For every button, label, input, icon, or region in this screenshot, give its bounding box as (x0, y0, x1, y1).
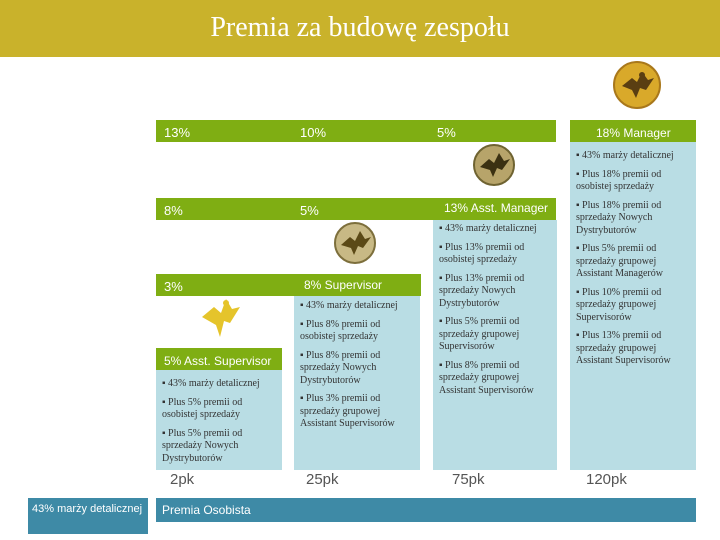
manager-items (576, 150, 694, 374)
points-120pk: 120pk (586, 471, 627, 488)
supervisor-bar-label: 8% Supervisor (304, 278, 383, 292)
list-item: ▪ Plus 5% premii od sprzedaży grupowej Assistant Managerów (576, 243, 663, 279)
asst-manager-items (439, 223, 555, 403)
list-item: ▪ Plus 13% premii od sprzedaży grupowej Assistant Supervisorów (576, 330, 671, 366)
list-item: ▪ Plus 3% premii od sprzedaży grupowej Assistant Supervisorów (300, 393, 395, 429)
manager-bar-p2: 10% (300, 125, 327, 140)
manager-label (570, 120, 696, 142)
asst-manager-bar-p1: 8% (164, 203, 183, 218)
manager-eagle-badge-icon (612, 60, 662, 110)
manager-bar (156, 120, 556, 142)
list-item: ▪ Plus 10% premii od sprzedaży grupowej Supervisorów (576, 286, 662, 323)
manager-bar-p3: 5% (437, 125, 456, 140)
asst-manager-eagle-badge-icon (472, 143, 516, 187)
points-2pk: 2pk (170, 471, 195, 488)
list-item: ▪ Plus 5% premii od osobistej sprzedaży (162, 396, 243, 420)
list-item: ▪ 43% marży detalicznej (162, 378, 260, 389)
page-title: Premia za budowę zespołu (210, 12, 510, 43)
asst-supervisor-label (156, 348, 282, 370)
asst-manager-bar-label: 13% Asst. Manager (444, 201, 549, 215)
manager-label-text: 18% Manager (596, 126, 671, 140)
manager-bar-p1: 13% (164, 125, 191, 140)
personal-bonus-label: Premia Osobista (162, 503, 251, 517)
list-item: ▪ 43% marży detalicznej (439, 223, 537, 234)
supervisor-bar-p1: 3% (164, 279, 183, 294)
asst-manager-bar (156, 198, 556, 220)
list-item: ▪ Plus 13% premii od osobistej sprzedaży (439, 241, 525, 265)
asst-manager-bar-p2: 5% (300, 203, 319, 218)
retail-margin-box (28, 498, 148, 534)
retail-margin-label: 43% marży detalicznej (32, 503, 143, 515)
list-item: ▪ Plus 8% premii od sprzedaży Nowych Dystrybutorów (300, 349, 381, 386)
asst-supervisor-label-text: 5% Asst. Supervisor (164, 354, 272, 368)
list-item: ▪ Plus 13% premii od sprzedaży Nowych Dystrybutorów (439, 272, 525, 309)
list-item: ▪ Plus 5% premii od sprzedaży Nowych Dystrybutorów (162, 427, 243, 464)
points-75pk: 75pk (452, 471, 485, 488)
list-item: ▪ Plus 8% premii od sprzedaży grupowej Assistant Supervisorów (439, 359, 534, 396)
supervisor-bar (156, 274, 421, 296)
list-item: ▪ 43% marży detalicznej (300, 300, 398, 311)
supervisor-items (300, 300, 418, 437)
points-25pk: 25pk (306, 471, 339, 488)
asst-supervisor-items (162, 378, 280, 471)
list-item: ▪ Plus 18% premii od osobistej sprzedaży (576, 168, 662, 192)
personal-bonus-bar (156, 498, 696, 522)
asst-supervisor-eagle-icon (198, 295, 244, 343)
list-item: ▪ 43% marży detalicznej (576, 150, 674, 161)
list-item: ▪ Plus 5% premii od sprzedaży grupowej Supervisorów (439, 316, 520, 352)
list-item: ▪ Plus 8% premii od osobistej sprzedaży (300, 318, 381, 342)
supervisor-eagle-badge-icon (333, 221, 377, 265)
list-item: ▪ Plus 18% premii od sprzedaży Nowych Dystrybutorów (576, 199, 662, 236)
